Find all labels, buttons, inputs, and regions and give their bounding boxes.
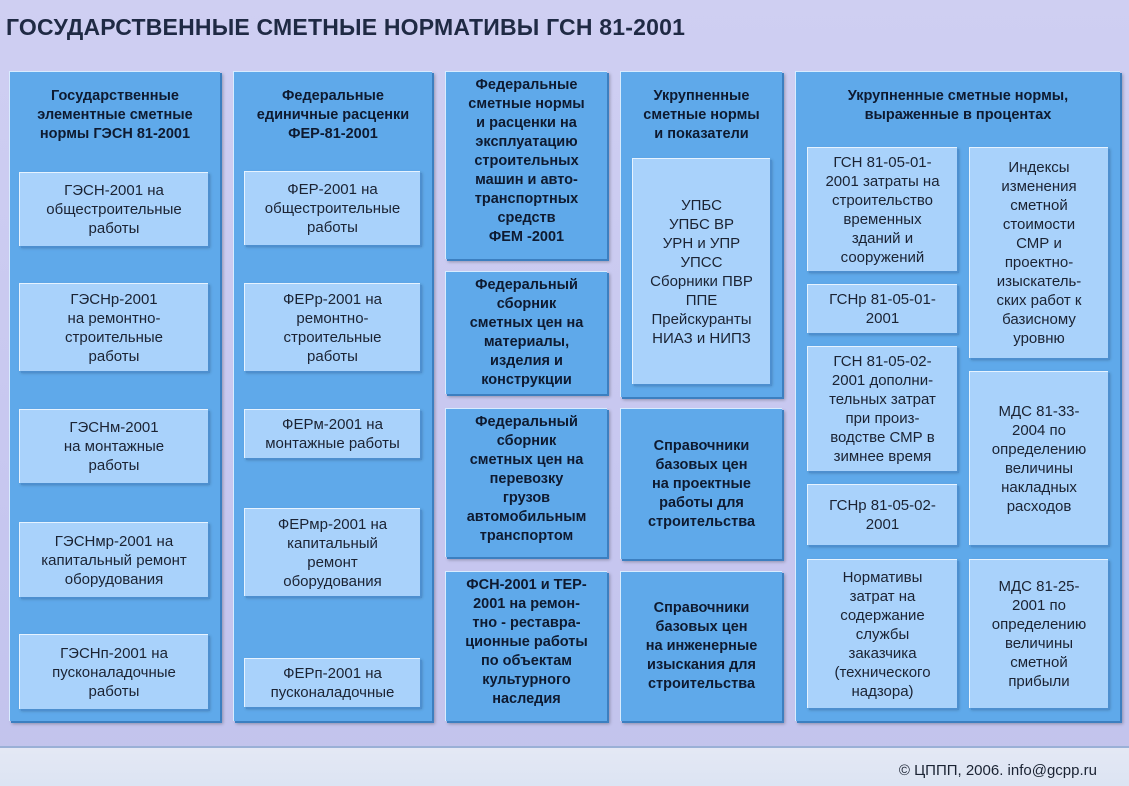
enlarged-norms-list[interactable]: УПБС УПБС ВР УРН и УПР УПСС Сборники ПВР ППЕ Прейскуранты НИАЗ и НИПЗ — [632, 158, 770, 384]
gsnr-81-05-02[interactable]: ГСНр 81-05-02- 2001 — [807, 484, 957, 545]
column-gesn-header: Государственные элементные сметные нормы ГЭСН 81-2001 — [37, 88, 193, 142]
fer-item-equipment-repair[interactable]: ФЕРмр-2001 на капитальный ремонт оборудования — [244, 508, 420, 596]
column-fer — [233, 71, 432, 721]
column-gesn — [9, 71, 220, 721]
fsn-ter-box[interactable]: ФСН-2001 и ТЕР- 2001 на ремон- тно - реставра- ционные работы по объектам культурного наследия — [445, 571, 607, 721]
gesn-item-general[interactable]: ГЭСН-2001 на общестроительные работы — [19, 172, 208, 246]
copyright-text: © ЦППП, 2006. info@gcpp.ru — [898, 762, 1097, 779]
fer-item-repair[interactable]: ФЕРр-2001 на ремонтно- строительные работы — [244, 283, 420, 371]
mds-overhead[interactable]: МДС 81-33- 2004 по определению величины накладных расходов — [969, 371, 1108, 545]
survey-prices-box[interactable]: Справочники базовых цен на инженерные изыскания для строительства — [620, 571, 782, 721]
fer-item-commissioning[interactable]: ФЕРп-2001 на пусконаладочные — [244, 658, 420, 707]
column-percent-norms-header: Укрупненные сметные нормы, выраженные в процентах — [847, 88, 1069, 123]
fer-item-mounting[interactable]: ФЕРм-2001 на монтажные работы — [244, 409, 420, 458]
fer-item-general[interactable]: ФЕР-2001 на общестроительные работы — [244, 171, 420, 245]
customer-service-norms[interactable]: Нормативы затрат на содержание службы заказчика (технического надзора) — [807, 559, 957, 708]
materials-prices-box[interactable]: Федеральный сборник сметных цен на материалы, изделия и конструкции — [445, 271, 607, 394]
footer — [0, 746, 1129, 786]
column-fer-header: Федеральные единичные расценки ФЕР-81-2001 — [256, 88, 410, 142]
gesn-item-equipment-repair[interactable]: ГЭСНмр-2001 на капитальный ремонт оборудования — [19, 522, 208, 597]
transport-prices-box[interactable]: Федеральный сборник сметных цен на перевозку грузов автомобильным транспортом — [445, 408, 607, 557]
column-enlarged-norms-header: Укрупненные сметные нормы и показатели — [643, 88, 760, 142]
gesn-item-repair[interactable]: ГЭСНр-2001 на ремонтно- строительные работы — [19, 283, 208, 371]
fem-box[interactable]: Федеральные сметные нормы и расценки на эксплуатацию строительных машин и авто- транспортных средств ФЕМ -2001 — [445, 71, 607, 259]
gsn-temporary-buildings[interactable]: ГСН 81-05-01- 2001 затраты на строительство временных зданий и сооружений — [807, 147, 957, 271]
gsnr-81-05-01[interactable]: ГСНр 81-05-01- 2001 — [807, 284, 957, 333]
gesn-item-mounting[interactable]: ГЭСНм-2001 на монтажные работы — [19, 409, 208, 483]
page-title: ГОСУДАРСТВЕННЫЕ СМЕТНЫЕ НОРМАТИВЫ ГСН 81-2001 — [6, 14, 686, 40]
gsn-winter-costs[interactable]: ГСН 81-05-02- 2001 дополни- тельных затрат при произ- водстве СМР в зимнее время — [807, 346, 957, 471]
design-prices-box[interactable]: Справочники базовых цен на проектные работы для строительства — [620, 408, 782, 559]
gesn-item-commissioning[interactable]: ГЭСНп-2001 на пусконаладочные работы — [19, 634, 208, 709]
cost-indices[interactable]: Индексы изменения сметной стоимости СМР и проектно- изыскатель- ских работ к базисному уровню — [969, 147, 1108, 358]
mds-profit[interactable]: МДС 81-25- 2001 по определению величины сметной прибыли — [969, 559, 1108, 708]
